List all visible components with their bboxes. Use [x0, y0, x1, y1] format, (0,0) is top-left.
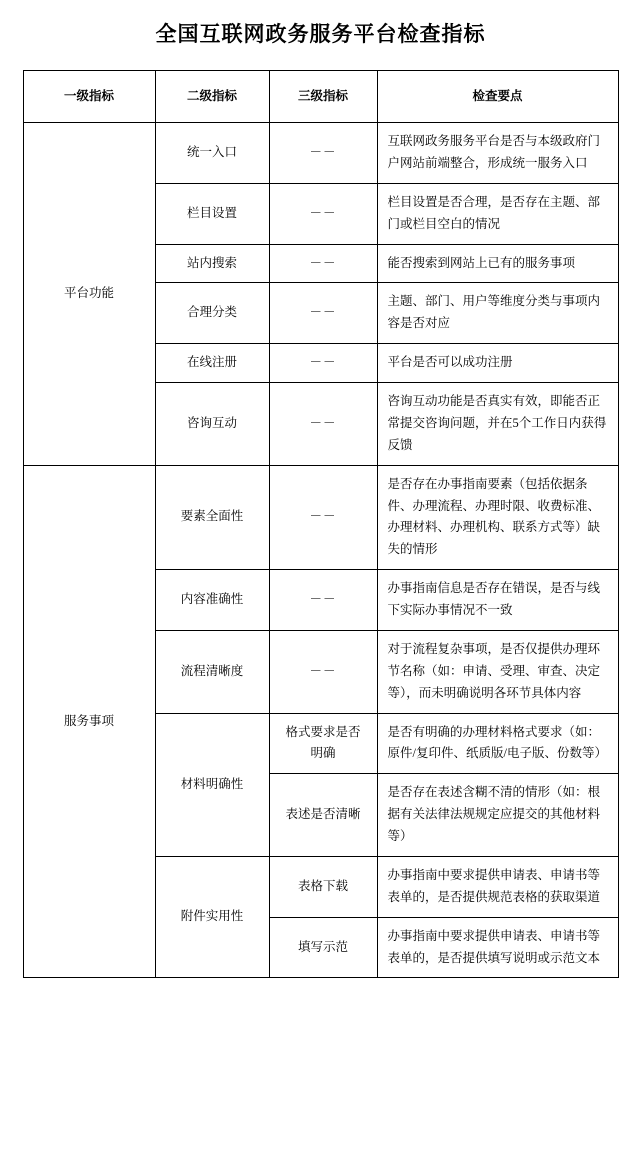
- points-cell: 是否存在表述含糊不清的情形（如：根据有关法律法规规定应提交的其他材料等）: [377, 774, 618, 857]
- points-cell: 能否搜索到网站上已有的服务事项: [377, 244, 618, 283]
- points-cell: 办事指南信息是否存在错误，是否与线下实际办事情况不一致: [377, 570, 618, 631]
- table-row: [23, 465, 618, 570]
- points-cell: 办事指南中要求提供申请表、申请书等表单的，是否提供规范表格的获取渠道: [377, 856, 618, 917]
- level3-cell: －－: [269, 465, 377, 570]
- column-header-points: 检查要点: [377, 71, 618, 123]
- level3-cell: 表述是否清晰: [269, 774, 377, 857]
- level3-cell: －－: [269, 123, 377, 184]
- points-cell: 办事指南中要求提供申请表、申请书等表单的，是否提供填写说明或示范文本: [377, 917, 618, 978]
- level2-cell: 咨询互动: [155, 383, 269, 466]
- level3-cell: 表格下载: [269, 856, 377, 917]
- level2-cell: 附件实用性: [155, 856, 269, 978]
- points-cell: 咨询互动功能是否真实有效，即能否正常提交咨询问题，并在5个工作日内获得反馈: [377, 383, 618, 466]
- level3-cell: －－: [269, 283, 377, 344]
- column-header-level3: 三级指标: [269, 71, 377, 123]
- column-header-level2: 二级指标: [155, 71, 269, 123]
- level2-cell: 站内搜索: [155, 244, 269, 283]
- level3-cell: 填写示范: [269, 917, 377, 978]
- level2-cell: 内容准确性: [155, 570, 269, 631]
- level3-cell: 格式要求是否明确: [269, 713, 377, 774]
- table-header: [23, 71, 618, 123]
- level3-cell: －－: [269, 183, 377, 244]
- level3-cell: －－: [269, 383, 377, 466]
- table-header-row: [23, 71, 618, 123]
- points-cell: 是否有明确的办理材料格式要求（如：原件/复印件、纸质版/电子版、份数等）: [377, 713, 618, 774]
- page-title: 全国互联网政务服务平台检查指标: [155, 23, 486, 46]
- level3-cell: －－: [269, 244, 377, 283]
- points-cell: 对于流程复杂事项，是否仅提供办理环节名称（如：申请、受理、审查、决定等），而未明确说明各环节具体内容: [377, 630, 618, 713]
- level2-cell: 统一入口: [155, 123, 269, 184]
- level2-cell: 合理分类: [155, 283, 269, 344]
- points-cell: 主题、部门、用户等维度分类与事项内容是否对应: [377, 283, 618, 344]
- level2-cell: 要素全面性: [155, 465, 269, 570]
- level3-cell: －－: [269, 630, 377, 713]
- table-row: [23, 123, 618, 184]
- points-cell: 是否存在办事指南要素（包括依据条件、办理流程、办理时限、收费标准、办理材料、办理机构、联系方式等）缺失的情形: [377, 465, 618, 570]
- points-cell: 栏目设置是否合理，是否存在主题、部门或栏目空白的情况: [377, 183, 618, 244]
- level1-cell-platform-function: 平台功能: [23, 123, 155, 466]
- table-body: [23, 123, 618, 978]
- points-cell: 互联网政务服务平台是否与本级政府门户网站前端整合，形成统一服务入口: [377, 123, 618, 184]
- level2-cell: 流程清晰度: [155, 630, 269, 713]
- document-page: [0, 18, 641, 978]
- inspection-indicator-table: [23, 70, 619, 978]
- level3-cell: －－: [269, 344, 377, 383]
- column-header-level1: 一级指标: [23, 71, 155, 123]
- points-cell: 平台是否可以成功注册: [377, 344, 618, 383]
- level2-cell: 在线注册: [155, 344, 269, 383]
- level2-cell: 栏目设置: [155, 183, 269, 244]
- level2-cell: 材料明确性: [155, 713, 269, 856]
- level3-cell: －－: [269, 570, 377, 631]
- level1-cell-service-items: 服务事项: [23, 465, 155, 978]
